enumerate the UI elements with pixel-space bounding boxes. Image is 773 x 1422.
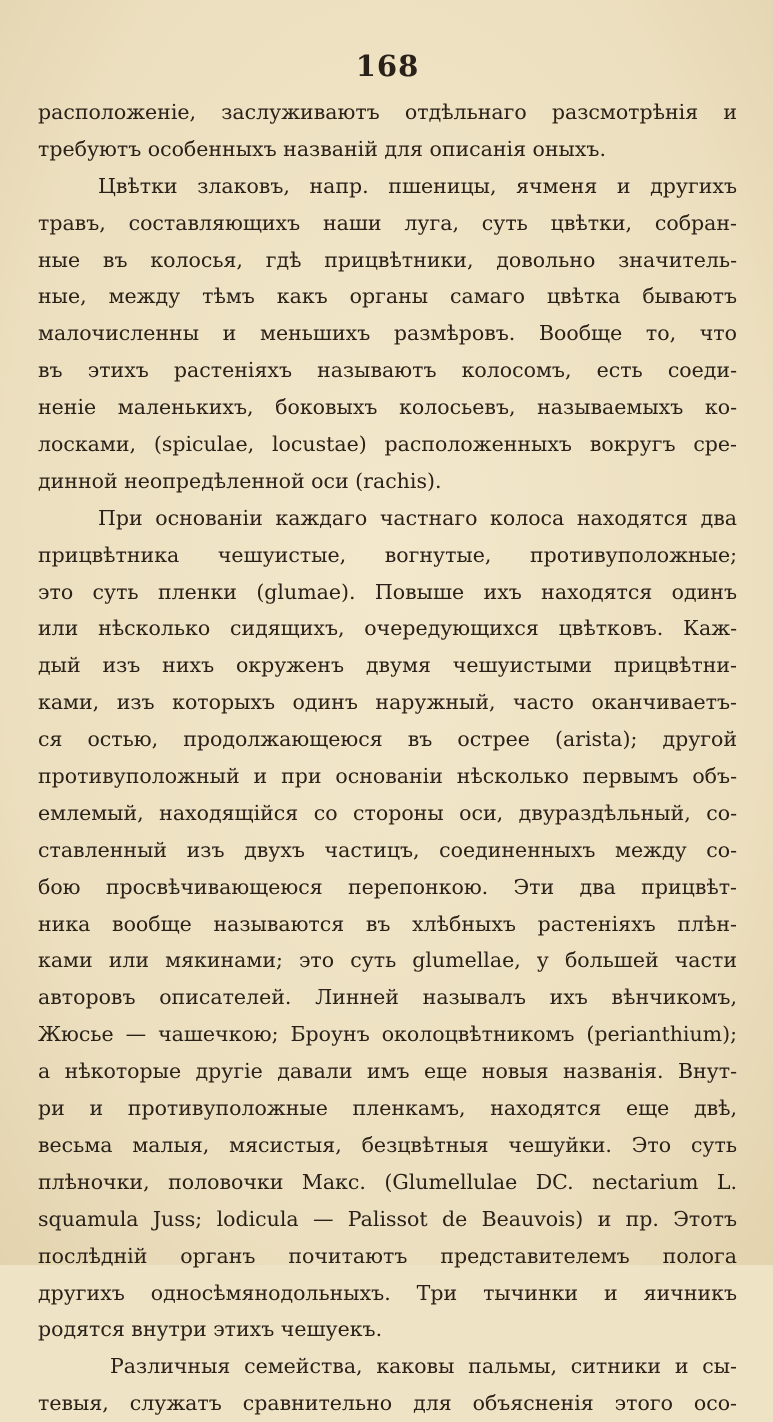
text-line: родятся внутри этихъ чешуекъ. [38, 1317, 383, 1342]
text-line: ные въ колосья, гдѣ прицвѣтники, довольно значитель- [38, 247, 737, 272]
text-line: прицвѣтника чешуистые, вогнутые, противуположные; [38, 542, 737, 567]
text-line: ника вообще называются въ хлѣбныхъ растеніяхъ плѣн- [38, 911, 737, 936]
text-line: Жюсье — чашечкою; Броунъ околоцвѣтникомъ (perianthium); [38, 1022, 737, 1047]
text-line: послѣдній органъ почитаютъ представителемъ полога [38, 1243, 737, 1268]
paragraph [38, 94, 737, 168]
text-line: ри и противуположные пленкамъ, находятся еще двѣ, [38, 1096, 737, 1121]
text-line: противуположный и при основаніи нѣсколько первымъ объ- [38, 764, 737, 789]
paragraph [38, 500, 737, 1348]
page-number: 168 [355, 49, 420, 83]
text-line: въ этихъ растеніяхъ называютъ колосомъ, есть соеди- [38, 358, 737, 383]
text-line: Различныя семейства, каковы пальмы, ситники и сы- [110, 1354, 737, 1379]
text-line: ные, между тѣмъ какъ органы самаго цвѣтка бываютъ [38, 284, 737, 309]
text-line: Цвѣтки злаковъ, напр. пшеницы, ячменя и другихъ [98, 173, 737, 198]
text-line: или нѣсколько сидящихъ, очередующихся цвѣтковъ. Каж- [38, 616, 737, 641]
text-line: травъ, составляющихъ наши луга, суть цвѣтки, собран- [38, 210, 737, 235]
text-line: динной неопредѣленной оси (rachis). [38, 468, 442, 493]
text-line: При основаніи каждаго частнаго колоса находятся два [98, 505, 737, 530]
text-line: авторовъ описателей. Линней называлъ ихъ вѣнчикомъ, [38, 985, 737, 1010]
text-line: ками, изъ которыхъ одинъ наружный, часто оканчиваетъ- [38, 690, 737, 715]
text-line: ставленный изъ двухъ частицъ, соединенныхъ между со- [38, 837, 737, 862]
text-line: емлемый, находящійся со стороны оси, двураздѣльный, со- [38, 800, 737, 825]
text-line: дый изъ нихъ окруженъ двумя чешуистыми прицвѣтни- [38, 653, 737, 678]
text-line: требуютъ особенныхъ названій для описанія оныхъ. [38, 136, 606, 161]
text-line: расположеніе, заслуживаютъ отдѣльнаго разсмотрѣнія и [38, 100, 737, 124]
text-line: бою просвѣчивающеюся перепонкою. Эти два прицвѣт- [38, 874, 737, 899]
text-line: тевыя, служатъ сравнительно для объясненія этого осо- [38, 1391, 737, 1416]
text-line: плѣночки, половочки Макс. (Glumellulae DC. nectarium L. [38, 1169, 737, 1194]
text-line: неніе маленькихъ, боковыхъ колосьевъ, называемыхъ ко- [38, 395, 737, 420]
text-line: а нѣкоторые другіе давали имъ еще новыя названія. Внут- [38, 1059, 737, 1084]
paragraph [38, 1348, 737, 1422]
text-line: это суть пленки (glumae). Повыше ихъ находятся одинъ [38, 579, 737, 604]
text-line: лосками, (spiculae, locustae) расположенныхъ вокругъ сре- [38, 432, 737, 457]
text-line: ся остью, продолжающеюся въ острее (arista); другой [38, 727, 737, 752]
text-line: весьма малыя, мясистыя, безцвѣтныя чешуйки. Это суть [38, 1132, 737, 1157]
text-line: squamula Juss; lodicula — Palissot de Beauvois) и пр. Этотъ [38, 1206, 737, 1231]
paragraph [38, 168, 737, 500]
text-line: ками или мякинами; это суть glumellae, у большей части [38, 948, 737, 973]
text-line: малочисленны и меньшихъ размѣровъ. Вообще то, что [38, 321, 737, 346]
text-line: другихъ односѣмянодольныхъ. Три тычинки и яичникъ [38, 1280, 737, 1305]
body-text [38, 94, 737, 1422]
